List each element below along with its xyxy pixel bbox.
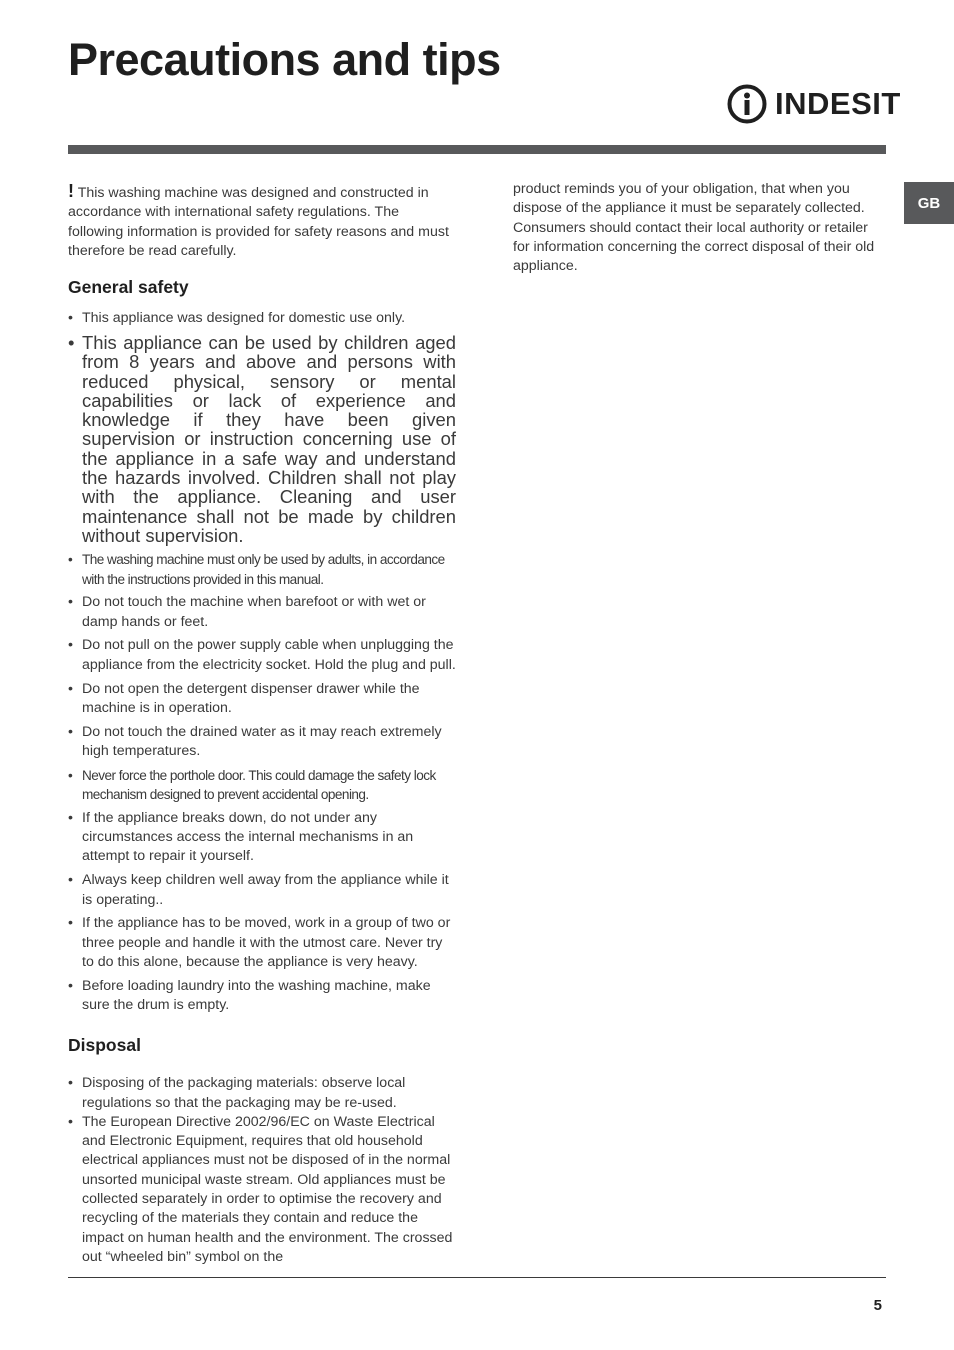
disposal-continuation: product reminds you of your obligation, that when you dispose of the appliance it must be separately collected. Consumers should contact their local authority or retailer for information concerning the correct disposal of their old appliance. — [513, 181, 875, 275]
header-rule — [68, 145, 886, 154]
list-item: • If the appliance breaks down, do not under any circumstances access the internal mechanisms in an attempt to repair it yourself. — [68, 809, 456, 867]
list-item: • Do not open the detergent dispenser drawer while the machine is in operation. — [68, 680, 456, 719]
brand-logo — [726, 84, 901, 124]
disposal-heading: Disposal — [68, 1035, 141, 1056]
list-item: • This appliance can be used by children aged from 8 years and above and persons with reduced physical, sensory or mental capabilities or lack of experience and knowledge if they have been given supervision or instruction concerning use of the appliance in a safe way and understand the hazards involved. Children shall not play with the appliance. Cleaning and user maintenance shall not be made by children without supervision. — [68, 333, 456, 545]
list-item: • If the appliance has to be moved, work in a group of two or three people and handle it with the utmost care. Never try to do this alone, because the appliance is very heavy. — [68, 914, 456, 972]
list-item: • Do not pull on the power supply cable when unplugging the appliance from the electricity socket. Hold the plug and pull. — [68, 636, 456, 675]
right-column — [513, 180, 885, 276]
page-title: Precautions and tips — [68, 34, 501, 85]
general-safety-list — [68, 309, 456, 1015]
intro-paragraph — [68, 182, 456, 261]
page-number: 5 — [873, 1297, 882, 1314]
list-item: • The washing machine must only be used by adults, in accordance with the instructions provided in this manual. — [68, 550, 456, 589]
general-safety-heading: General safety — [68, 277, 189, 298]
list-item: • This appliance was designed for domestic use only. — [68, 309, 456, 328]
disposal-list — [68, 1074, 456, 1267]
list-item: • Do not touch the machine when barefoot or with wet or damp hands or feet. — [68, 593, 456, 632]
warning-icon: ! — [68, 181, 74, 201]
intro-text: This washing machine was designed and constructed in accordance with international safety regulations. The following information is provided for safety reasons and must therefore be read carefully. — [68, 185, 449, 259]
list-item: • Disposing of the packaging materials: observe local regulations so that the packaging may be re-used. — [68, 1074, 456, 1113]
list-item: • Before loading laundry into the washing machine, make sure the drum is empty. — [68, 977, 456, 1016]
footer-rule — [68, 1277, 886, 1278]
brand-name: INDESIT — [775, 86, 901, 121]
indesit-logo-icon — [726, 84, 768, 124]
list-item: • The European Directive 2002/96/EC on Waste Electrical and Electronic Equipment, requires that old household electrical appliances must not be disposed of in the normal unsorted municipal waste stream. Old appliances must be collected separately in order to optimise the recovery and recycling of the materials they contain and reduce the impact on human health and the environment. The crossed out “wheeled bin” symbol on the — [68, 1113, 456, 1267]
left-column — [68, 182, 456, 1267]
list-item: • Do not touch the drained water as it may reach extremely high temperatures. — [68, 723, 456, 762]
list-item: • Always keep children well away from the appliance while it is operating.. — [68, 871, 456, 910]
language-tab: GB — [904, 182, 954, 224]
list-item: • Never force the porthole door. This could damage the safety lock mechanism designed to prevent accidental opening. — [68, 766, 456, 805]
